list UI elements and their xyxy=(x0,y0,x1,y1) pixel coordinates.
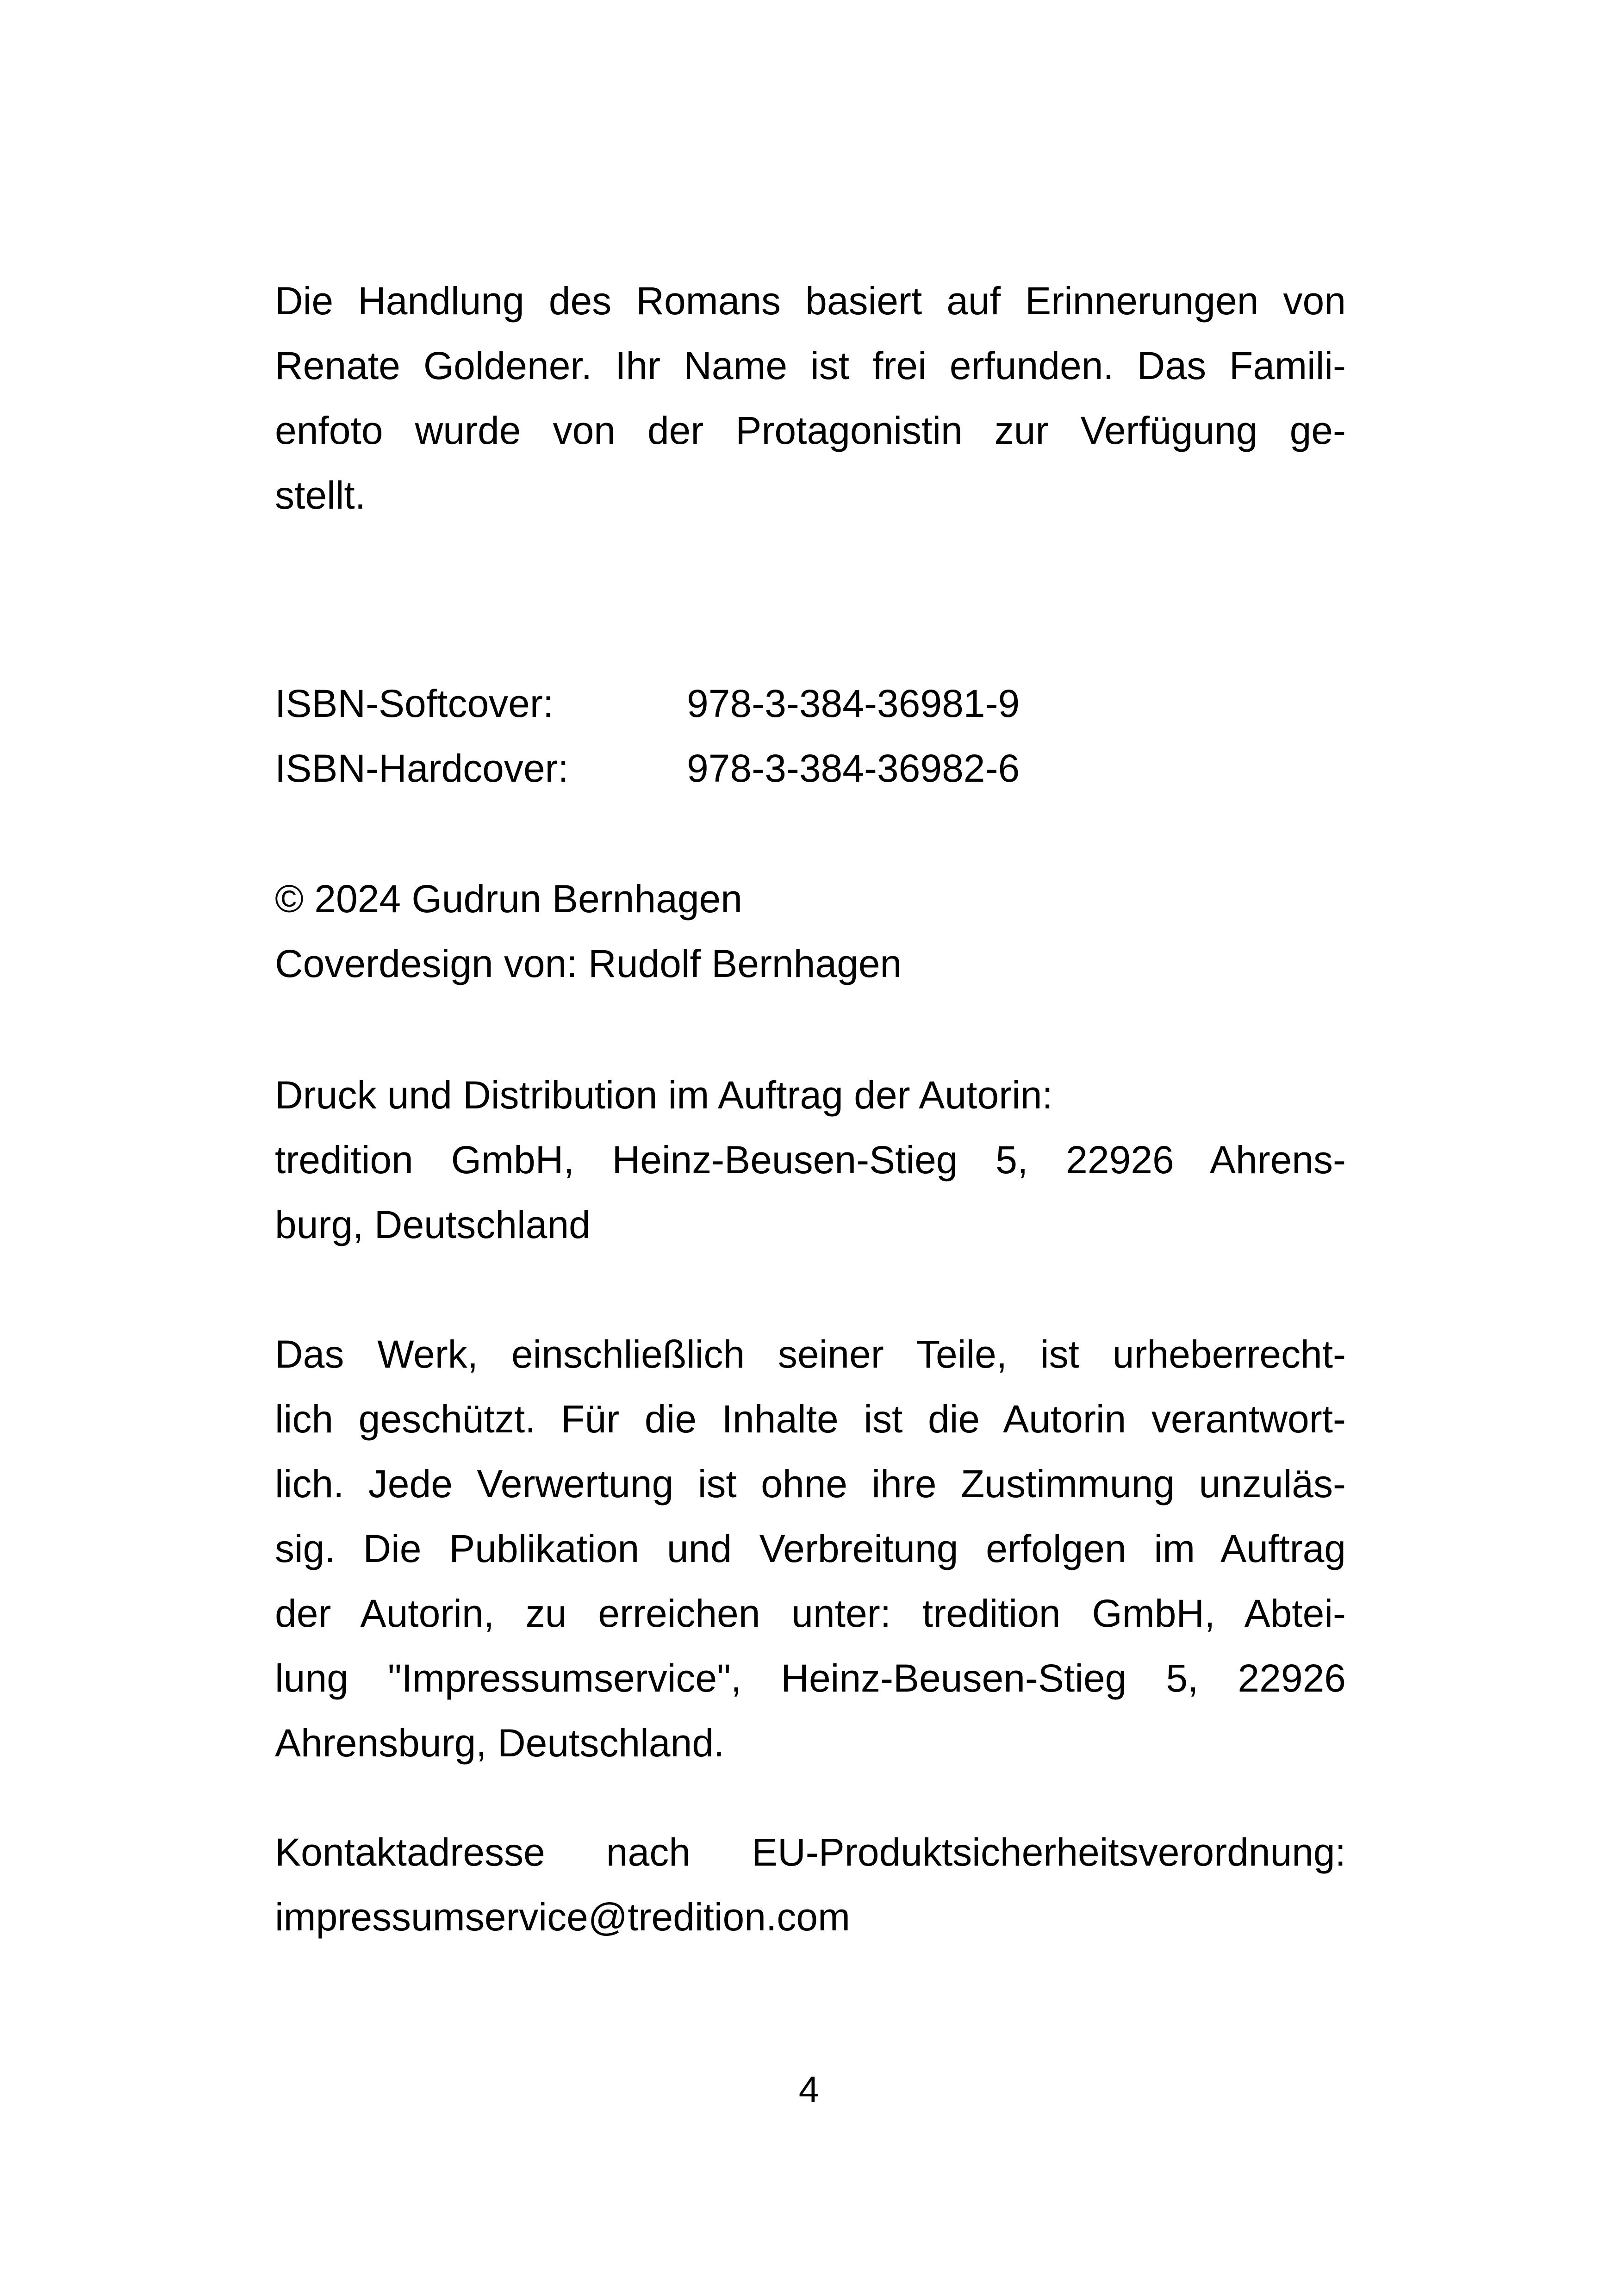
isbn-softcover-value: 978-3-384-36981-9 xyxy=(687,682,1020,725)
isbn-softcover-label: ISBN-Softcover: xyxy=(275,682,554,725)
distribution-line: burg, Deutschland xyxy=(275,1203,591,1246)
rights-line: der Autorin, zu erreichen unter: tredition GmbH, Abtei- xyxy=(275,1592,1346,1635)
intro-paragraph xyxy=(275,268,1346,528)
cover-design-line: Coverdesign von: Rudolf Bernhagen xyxy=(275,942,902,985)
intro-line: enfoto wurde von der Protagonistin zur Verfügung ge- xyxy=(275,409,1346,452)
isbn-hardcover-label: ISBN-Hardcover: xyxy=(275,747,569,790)
contact-email: impressumservice@tredition.com xyxy=(275,1895,850,1939)
rights-line: lung "Impressumservice", Heinz-Beusen-Stieg 5, 22926 xyxy=(275,1656,1346,1700)
rights-line: sig. Die Publikation und Verbreitung erfolgen im Auftrag xyxy=(275,1527,1346,1570)
rights-paragraph xyxy=(275,1322,1346,1775)
credits-block xyxy=(275,866,1346,996)
rights-line: lich. Jede Verwertung ist ohne ihre Zustimmung unzuläs- xyxy=(275,1462,1346,1506)
isbn-hardcover-row xyxy=(275,736,1346,801)
rights-line: Ahrensburg, Deutschland. xyxy=(275,1721,725,1765)
intro-line: Die Handlung des Romans basiert auf Erinnerungen von xyxy=(275,279,1346,323)
rights-line: Das Werk, einschließlich seiner Teile, ist urheberrecht- xyxy=(275,1332,1346,1376)
contact-line: Kontaktadresse nach EU-Produktsicherheitsverordnung: xyxy=(275,1830,1346,1874)
isbn-softcover-row xyxy=(275,671,1346,736)
distribution-paragraph xyxy=(275,1063,1346,1257)
contact-paragraph xyxy=(275,1820,1346,1949)
intro-line: Renate Goldener. Ihr Name ist frei erfunden. Das Famili- xyxy=(275,344,1346,387)
isbn-hardcover-value: 978-3-384-36982-6 xyxy=(687,747,1020,790)
page-number: 4 xyxy=(798,2069,820,2110)
distribution-line: tredition GmbH, Heinz-Beusen-Stieg 5, 22926 Ahrens- xyxy=(275,1138,1346,1182)
intro-line: stellt. xyxy=(275,473,366,517)
distribution-line: Druck und Distribution im Auftrag der Autorin: xyxy=(275,1073,1053,1117)
copyright-line: © 2024 Gudrun Bernhagen xyxy=(275,877,742,921)
rights-line: lich geschützt. Für die Inhalte ist die Autorin verantwort- xyxy=(275,1397,1346,1441)
isbn-block xyxy=(275,671,1346,801)
